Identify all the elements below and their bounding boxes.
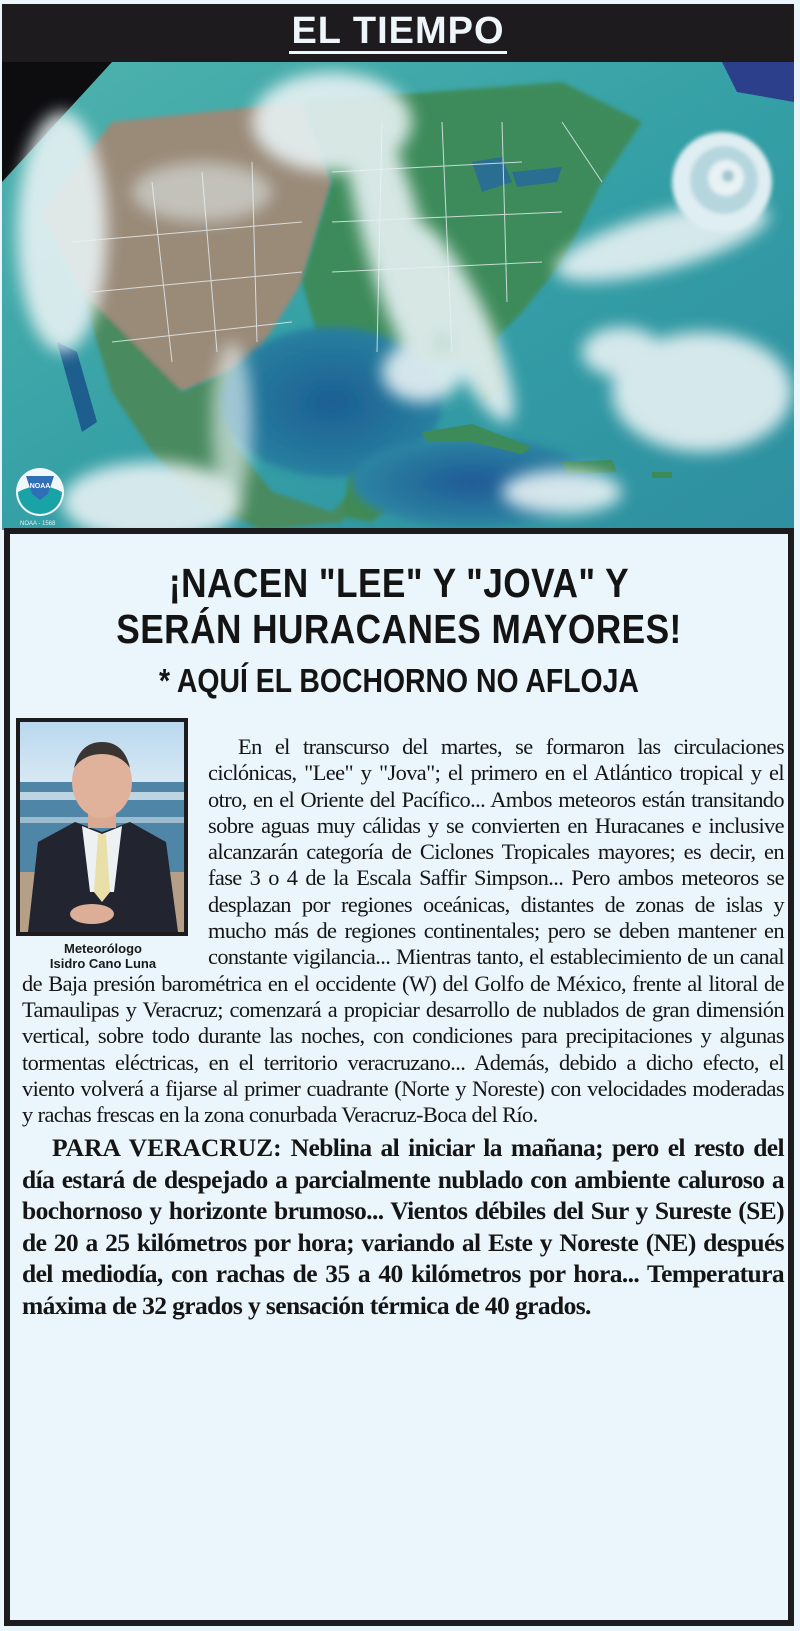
article-body <box>22 734 784 1321</box>
section-title-text: EL TIEMPO <box>291 10 505 52</box>
noaa-logo-icon <box>16 468 64 516</box>
forecast-lead: PARA VERACRUZ: <box>52 1133 282 1163</box>
satellite-map-graphic <box>2 62 794 530</box>
forecast-paragraph <box>22 1132 784 1321</box>
satellite-image <box>2 62 794 530</box>
headline-line-1: ¡NACEN "LEE" Y "JOVA" Y <box>168 560 630 606</box>
section-title <box>2 10 794 54</box>
subheadline: * AQUÍ EL BOCHORNO NO AFLOJA <box>159 662 639 699</box>
body-paragraph: En el transcurso del martes, se formaron las circulaciones ciclónicas, "Lee" y "Jova"; el primero en el Atlántico tropical y el otro, en el Oriente del Pacífico... Ambos meteoros están transitando sobre aguas muy cálidas y se convierten en Huracanes e inclusive alcanzarán categoría de Ciclones Tropicales mayores; es decir, en fase 3 o 4 de la Escala Saffir Simpson... Pero ambos meteoros se desplazan por regiones oceánicas, distantes de zonas de islas y mucho más de regiones continentales; pero se deben mantener en constante vigilancia... Mientras tanto, el establecimiento de un canal de Baja presión barométrica en el occidente (W) del Golfo de México, frente al litoral de Tamaulipas y Veracruz; comenzará a propiciar desarrollo de nublados de gran dimensión vertical, sobre todo durante las noches, con condiciones para precipitaciones y algunas tormentas eléctricas, en el territorio veracruzano... Además, debido a dicho efecto, el viento volverá a fijarse al primer cuadrante (Norte y Noreste) con velocidades moderadas y rachas frescas en la zona conurbada Veracruz-Boca del Río. <box>22 734 784 1128</box>
headline <box>64 560 733 652</box>
caption-name: Isidro Cano Luna <box>49 956 157 971</box>
forecast-text: Neblina al iniciar la mañana; pero el resto del día estará de despejado a parcialmente nublado con ambiente caluroso a bochornoso y horizonte brumoso... Vientos débiles del Sur y Sureste (SE) de 20 a 25 kilómetros por hora; variando al Este y Noreste (NE) después del mediodía, con rachas de 35 a 40 kilómetros por hora... Temperatura máxima de 32 grados y sensación térmica de 40 grados. <box>22 1133 784 1320</box>
caption-role: Meteorólogo <box>64 941 142 956</box>
image-credit: NOAA - 1568 <box>20 521 56 527</box>
headline-line-2: SERÁN HURACANES MAYORES! <box>116 606 682 652</box>
svg-text:NOAA: NOAA <box>29 483 51 490</box>
article-box <box>4 528 794 1626</box>
section-header <box>2 4 794 66</box>
photo-spacer <box>22 718 208 968</box>
